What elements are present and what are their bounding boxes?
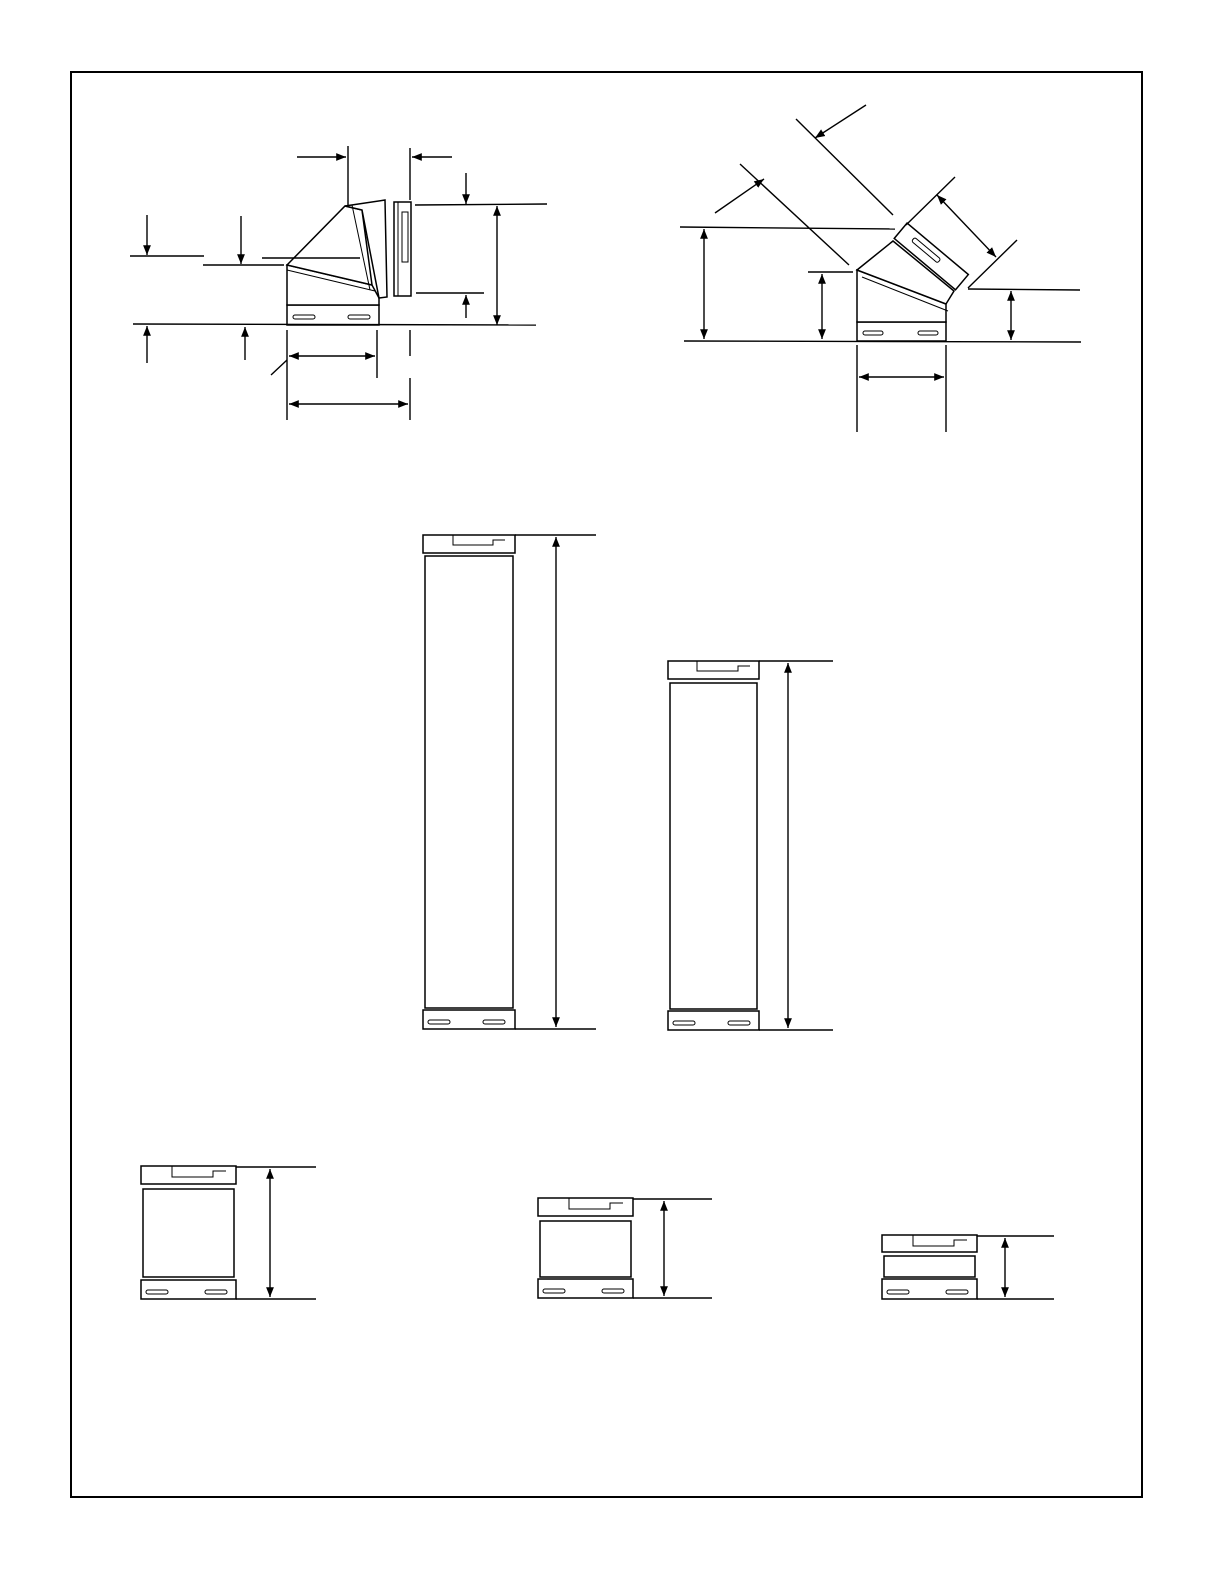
elbow-45-drawing: [680, 105, 1081, 432]
pipe-short-c-drawing: [882, 1235, 1054, 1299]
pipe-medium-drawing: [668, 661, 833, 1030]
pipe-short-b-drawing: [538, 1198, 712, 1298]
pipe-short-a-drawing: [141, 1166, 316, 1299]
elbow-90-drawing: [130, 146, 547, 420]
pipe-long-drawing: [423, 535, 596, 1029]
